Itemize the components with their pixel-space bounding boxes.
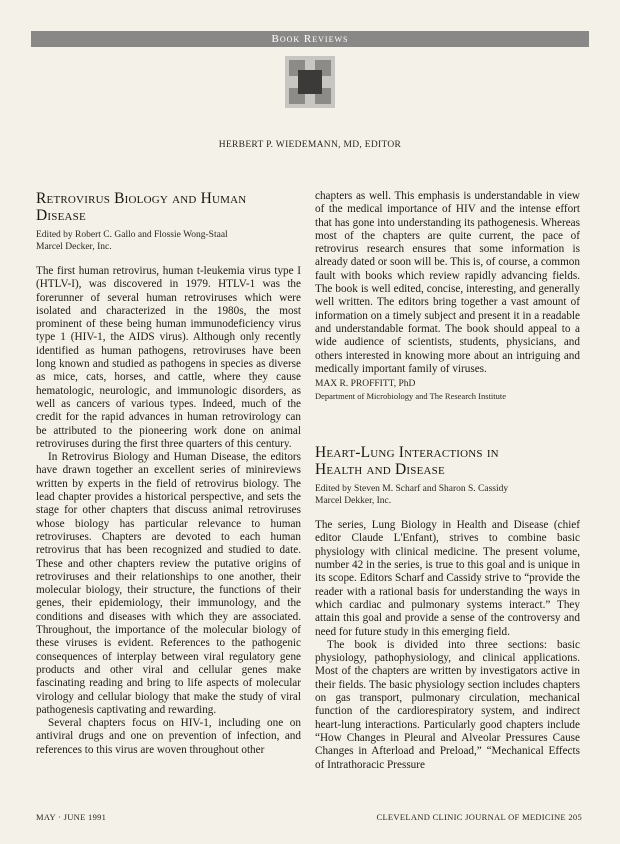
reviewer-signature	[315, 379, 580, 402]
section-title: Book Reviews	[271, 33, 349, 45]
left-column	[36, 190, 301, 757]
right-column	[315, 190, 580, 772]
article-1-paragraph: Several chapters focus on HIV-1, including one on antiviral drugs and one on prevention of infection, and references to this virus are woven throughout other	[36, 717, 301, 756]
editor-credit: HERBERT P. WIEDEMANN, MD, EDITOR	[218, 140, 402, 150]
article-1-publisher: Marcel Decker, Inc.	[36, 242, 112, 252]
article-2-paragraph: The book is divided into three sections: basic physiology, pathophysiology, and clinical applications. Most of the chapters are written by investigators active in their fields. The basic physiology section includes chapters on gas transport, pulmonary circulation, mechanical function of the cardiorespiratory system, and indirect heart-lung interactions. Particularly good chapters include “How Changes in Pleural and Alveolar Pressures Cause Changes in Afterload and Preload,” “Mechanical Effects of Intrathoracic Pressure	[315, 638, 580, 771]
article-1-paragraph: In Retrovirus Biology and Human Disease, the editors have drawn together an excellent series of minireviews written by experts in the field of retrovirus biology. The lead chapter provides a historical perspective, and sets the stage for other chapters that discuss animal retroviruses whose biology has particular relevance to human retroviruses. Chapters are devoted to each human retrovirus that has been recognized and studied to date. These and other chapters review the putative origins of retroviruses and their relationships to one another, their molecular biology, their structure, the functions of their genes, their epidemiology, their immunology, and the conditions and diseases with which they are associated. Throughout, the importance of the molecular biology of these viruses is evident. References to the pathogenic consequences of interplay between viral regulatory gene products and other viral and cellular genes make fascinating reading and bring to life aspects of molecular virology and cellular biology that make the study of viral pathogenesis captivating and rewarding.	[36, 451, 301, 716]
article-1-paragraph: The first human retrovirus, human t-leukemia virus type I (HTLV-I), was discovered in 1979. HTLV-1 was the forerunner of several human retroviruses which were isolated and characterized in the 1980s, the most prominent of these being human immunodeficiency virus type 1 (HIV-1, the AIDS virus). Although only recently identified as human pathogens, retroviruses have been long known and studied as pathogens in species as diverse as mice, cats, horses, and cattle, where they cause hematologic, neurologic, and immunologic disorders, as well as cancers of various types. Indeed, much of the credit for the rapid advances in human retrovirology can be attributed to the pioneering work done on animal retroviruses during the first three quarters of this century.	[36, 265, 301, 450]
article-2-publisher: Marcel Dekker, Inc.	[315, 496, 392, 507]
issue-date: MAY · JUNE 1991	[36, 812, 107, 822]
article-1-paragraph-continued: chapters as well. This emphasis is understandable in view of the medical importance of HIV and the intense effort that has gone into understanding its pathogenesis. Whereas most of the chapters are quite current, the pace of retrovirus research ensures that some information is already dated or soon will be. This is, of course, a common fault with books which review rapidly advancing fields. The book is well edited, concise, interesting, and generally well written. The editors bring together a vast amount of information on a timely subject and present it in a readable and understandable format. The book should appeal to a wide audience of scientists, students, physicians, and others interested in knowing more about an intriguing and medically important family of viruses.	[315, 190, 580, 375]
article-1-body-continued	[315, 190, 580, 376]
journal-page-footer: CLEVELAND CLINIC JOURNAL OF MEDICINE 205	[376, 812, 582, 822]
article-2-title: Heart-Lung Interactions in Health and Disease	[315, 444, 499, 479]
reviewer-name: MAX R. PROFFITT, PhD	[315, 379, 416, 390]
article-1-editors: Edited by Robert C. Gallo and Flossie Wong-Staal	[36, 230, 228, 240]
article-2-paragraph: The series, Lung Biology in Health and Disease (chief editor Claude L'Enfant), strives to combine basic physiology with clinical medicine. The present volume, number 42 in the series, is true to this goal and is unique in its scope. Editors Scharf and Cassidy strive to “provide the reader with a rational basis for understanding the ways in which cardiac and pulmonary systems interact.” They attain this goal and provide a sense of the controversy and need for future study in this emerging field.	[315, 519, 580, 638]
section-header-bar	[31, 31, 589, 47]
article-2-body	[315, 519, 580, 772]
reviewer-affiliation: Department of Microbiology and The Research Institute	[315, 390, 507, 401]
journal-logo	[285, 56, 335, 108]
article-1-title: Retrovirus Biology and Human Disease	[36, 190, 247, 224]
article-1-body	[36, 265, 301, 757]
article-2-editors: Edited by Steven M. Scharf and Sharon S. Cassidy	[315, 484, 509, 495]
